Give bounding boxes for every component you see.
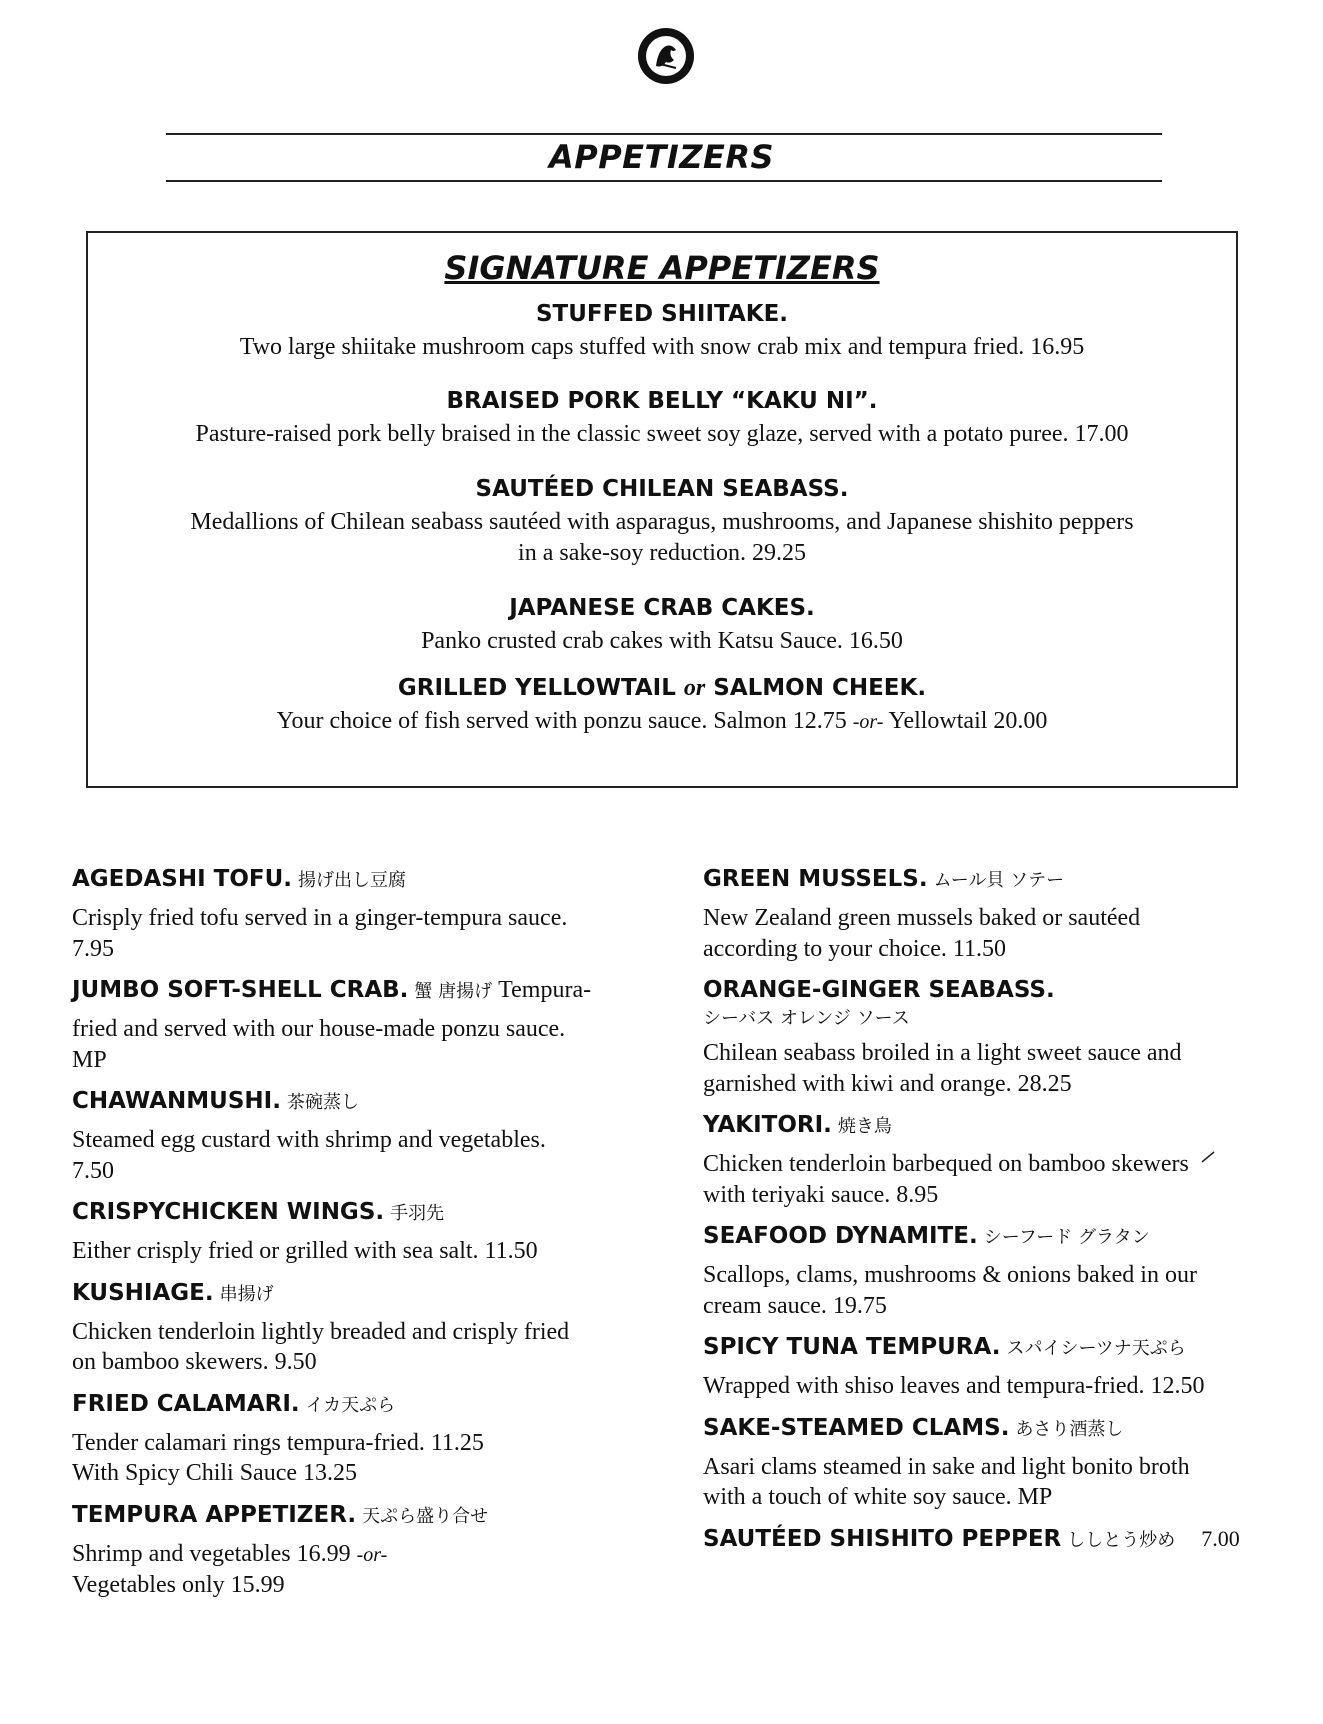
item-title: JUMBO SOFT-SHELL CRAB. bbox=[72, 977, 409, 1003]
item-price: 7.00 bbox=[1201, 1525, 1240, 1551]
item-title: CRISPYCHICKEN WINGS. bbox=[72, 1199, 385, 1225]
menu-item bbox=[703, 1110, 1263, 1210]
item-name bbox=[703, 1332, 1263, 1364]
item-description bbox=[72, 1428, 632, 1489]
item-title: SPICY TUNA TEMPURA. bbox=[703, 1334, 1001, 1360]
header-rule-bottom bbox=[166, 180, 1162, 182]
menu-item bbox=[72, 1197, 632, 1267]
menu-item bbox=[703, 1332, 1263, 1402]
signature-title: SIGNATURE APPETIZERS bbox=[444, 249, 880, 287]
item-description bbox=[703, 1038, 1263, 1099]
item-description bbox=[72, 1236, 632, 1267]
item-name bbox=[72, 1197, 632, 1229]
menu-right-column bbox=[703, 864, 1263, 1556]
item-name bbox=[703, 864, 1263, 896]
item-description-part: Your choice of fish served with ponzu sauce. Salmon 12.75 bbox=[276, 708, 847, 734]
item-japanese-name: シーバス オレンジ ソース bbox=[703, 1008, 910, 1029]
item-description: Two large shiitake mushroom caps stuffed with snow crab mix and tempura fried. 16.95 bbox=[239, 334, 1085, 360]
desc-line: Wrapped with shiso leaves and tempura-fried. 12.50 bbox=[703, 1373, 1205, 1399]
menu-item bbox=[703, 1413, 1263, 1513]
item-japanese-name: あさり酒蒸し bbox=[1015, 1418, 1124, 1440]
item-description bbox=[72, 1539, 632, 1601]
desc-line: garnished with kiwi and orange. 28.25 bbox=[703, 1070, 1072, 1097]
item-japanese-name: ムール貝 ソテー bbox=[933, 870, 1065, 891]
item-japanese-name: シーフード グラタン bbox=[983, 1227, 1150, 1248]
item-description bbox=[703, 903, 1263, 964]
item-name bbox=[72, 1278, 632, 1310]
desc-line: 7.95 bbox=[72, 935, 114, 962]
item-title: FRIED CALAMARI. bbox=[72, 1390, 300, 1417]
item-title: SEAFOOD DYNAMITE. bbox=[703, 1223, 978, 1249]
menu-left-column bbox=[72, 864, 632, 1612]
item-description: Pasture-raised pork belly braised in the classic sweet soy glaze, served with a potato puree. 17.00 bbox=[195, 421, 1129, 447]
item-name bbox=[703, 1524, 1263, 1556]
item-name-part: GRILLED YELLOWTAIL bbox=[397, 675, 676, 701]
desc-line: with teriyaki sauce. 8.95 bbox=[703, 1181, 939, 1208]
item-name-part: SALMON CHEEK. bbox=[713, 675, 927, 701]
desc-line: Crisply fried tofu served in a ginger-tempura sauce. bbox=[72, 905, 568, 931]
item-description bbox=[703, 1149, 1263, 1210]
item-japanese-name: 天ぷら盛り合せ bbox=[362, 1505, 489, 1527]
item-name: BRAISED PORK BELLY “KAKU NI”. bbox=[446, 388, 878, 414]
item-title: YAKITORI. bbox=[703, 1112, 832, 1138]
desc-line: Chicken tenderloin barbequed on bamboo skewers bbox=[703, 1151, 1189, 1177]
item-description bbox=[88, 706, 1236, 738]
menu-item bbox=[703, 1221, 1263, 1321]
menu-item bbox=[72, 1086, 632, 1186]
desc-line: Steamed egg custard with shrimp and vegetables. bbox=[72, 1127, 546, 1153]
desc-or: -or- bbox=[356, 1543, 388, 1566]
item-name bbox=[703, 1413, 1263, 1445]
desc-line: on bamboo skewers. 9.50 bbox=[72, 1349, 317, 1375]
menu-item bbox=[703, 975, 1263, 1099]
desc-line: Vegetables only 15.99 bbox=[72, 1572, 285, 1598]
desc-line: Chicken tenderloin lightly breaded and crisply fried bbox=[72, 1318, 570, 1345]
desc-line: 7.50 bbox=[72, 1157, 114, 1184]
menu-item bbox=[72, 975, 632, 1075]
restaurant-logo-icon bbox=[636, 26, 696, 86]
item-name bbox=[72, 975, 632, 1007]
menu-item bbox=[72, 1389, 632, 1489]
item-name-or: or bbox=[683, 675, 706, 701]
item-title: SAKE-STEAMED CLAMS. bbox=[703, 1414, 1010, 1441]
item-description bbox=[72, 1014, 632, 1075]
item-description bbox=[72, 1317, 632, 1378]
signature-appetizers-box bbox=[86, 231, 1238, 788]
desc-line: MP bbox=[72, 1046, 107, 1073]
item-description bbox=[703, 1371, 1263, 1402]
signature-item bbox=[88, 593, 1236, 657]
item-description-line: Medallions of Chilean seabass sautéed with asparagus, mushrooms, and Japanese shishito peppers bbox=[190, 509, 1134, 535]
desc-line: Asari clams steamed in sake and light bonito broth bbox=[703, 1453, 1190, 1480]
desc-line: With Spicy Chili Sauce 13.25 bbox=[72, 1460, 358, 1486]
item-description bbox=[88, 507, 1236, 569]
item-description bbox=[703, 1452, 1263, 1513]
item-name bbox=[703, 1221, 1263, 1253]
menu-item bbox=[703, 1524, 1263, 1556]
item-name: JAPANESE CRAB CAKES. bbox=[509, 595, 815, 621]
signature-item bbox=[88, 673, 1236, 738]
item-japanese-name: 揚げ出し豆腐 bbox=[298, 870, 407, 891]
desc-line: Chilean seabass broiled in a light sweet sauce and bbox=[703, 1040, 1182, 1066]
item-japanese-name: ししとう炒め bbox=[1067, 1529, 1176, 1551]
item-japanese-name: 串揚げ bbox=[219, 1283, 274, 1305]
item-name bbox=[72, 1389, 632, 1421]
item-title: GREEN MUSSELS. bbox=[703, 866, 928, 892]
desc-line: Tender calamari rings tempura-fried. 11.25 bbox=[72, 1429, 484, 1456]
item-name bbox=[703, 975, 1263, 1005]
item-description bbox=[72, 903, 632, 964]
item-name bbox=[703, 1110, 1263, 1142]
desc-text: Shrimp and vegetables 16.99 bbox=[72, 1540, 351, 1567]
menu-item bbox=[72, 1278, 632, 1378]
signature-item bbox=[88, 474, 1236, 569]
desc-line: Either crisply fried or grilled with sea salt. 11.50 bbox=[72, 1238, 538, 1264]
item-description bbox=[72, 1125, 632, 1186]
desc-line: cream sauce. 19.75 bbox=[703, 1292, 887, 1319]
menu-item bbox=[703, 864, 1263, 964]
desc-line: Scallops, clams, mushrooms & onions baked in our bbox=[703, 1262, 1197, 1288]
pen-tick-mark-icon bbox=[1200, 1150, 1216, 1164]
item-description-part: Yellowtail 20.00 bbox=[888, 708, 1048, 734]
item-japanese-name: スパイシーツナ天ぷら bbox=[1006, 1338, 1186, 1359]
item-name bbox=[72, 864, 632, 896]
item-name bbox=[88, 673, 1236, 703]
item-description-or: -or- bbox=[852, 711, 884, 733]
desc-line: New Zealand green mussels baked or sautéed bbox=[703, 905, 1141, 931]
item-japanese-name: 蟹 唐揚げ bbox=[414, 981, 493, 1002]
item-title: ORANGE-GINGER SEABASS. bbox=[703, 977, 1055, 1003]
signature-item bbox=[88, 386, 1236, 450]
item-japanese-name: 手羽先 bbox=[390, 1203, 445, 1224]
desc-line: according to your choice. 11.50 bbox=[703, 935, 1007, 962]
desc-line: with a touch of white soy sauce. MP bbox=[703, 1484, 1053, 1510]
item-name: SAUTÉED CHILEAN SEABASS. bbox=[475, 476, 849, 502]
item-description: Panko crusted crab cakes with Katsu Sauce. 16.50 bbox=[421, 628, 903, 654]
item-name bbox=[72, 1086, 632, 1118]
desc-line bbox=[72, 1539, 632, 1571]
item-japanese-name: 焼き鳥 bbox=[837, 1116, 892, 1137]
item-name: STUFFED SHIITAKE. bbox=[535, 301, 789, 327]
item-title: AGEDASHI TOFU. bbox=[72, 866, 293, 892]
item-name bbox=[72, 1500, 632, 1532]
menu-item bbox=[72, 864, 632, 964]
header-rule-top bbox=[166, 133, 1162, 135]
item-title: KUSHIAGE. bbox=[72, 1279, 214, 1306]
item-title: CHAWANMUSHI. bbox=[72, 1088, 281, 1114]
page-title: APPETIZERS bbox=[548, 138, 774, 176]
menu-item bbox=[72, 1500, 632, 1601]
item-japanese-name: イカ天ぷら bbox=[305, 1394, 396, 1416]
item-title: SAUTÉED SHISHITO PEPPER bbox=[703, 1525, 1062, 1552]
signature-item bbox=[88, 299, 1236, 363]
item-japanese-name: 茶碗蒸し bbox=[286, 1092, 359, 1113]
item-description bbox=[703, 1260, 1263, 1321]
item-title: TEMPURA APPETIZER. bbox=[72, 1501, 357, 1528]
item-description-line: in a sake-soy reduction. 29.25 bbox=[518, 540, 806, 566]
desc-line: fried and served with our house-made ponzu sauce. bbox=[72, 1016, 566, 1042]
item-inline-description: Tempura- bbox=[498, 977, 592, 1003]
